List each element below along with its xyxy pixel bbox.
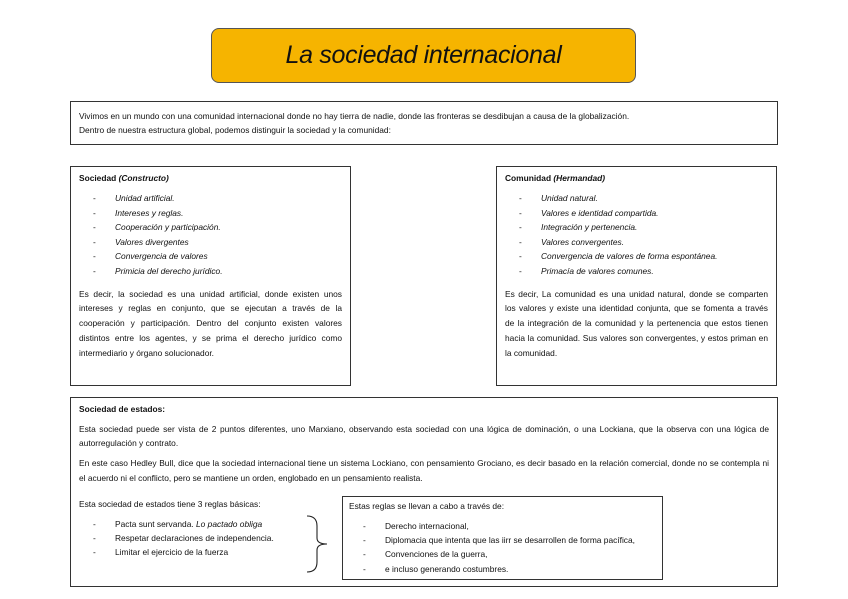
list-item: - Integración y pertenencia.	[519, 222, 638, 233]
sociedad-list	[93, 191, 342, 279]
list-item: - Valores divergentes	[93, 236, 189, 247]
list-item: - Valores convergentes.	[519, 236, 625, 247]
list-item: - Unidad artificial.	[93, 193, 175, 203]
list-item: - Convergencia de valores de forma espontánea.	[519, 251, 718, 262]
medios-intro: Estas reglas se llevan a cabo a través de:	[349, 501, 505, 511]
list-item: - Convergencia de valores	[93, 251, 208, 262]
comunidad-heading	[505, 173, 768, 183]
list-item: - Primicia del derecho jurídico.	[93, 265, 223, 276]
comunidad-list	[519, 191, 768, 279]
comunidad-box	[496, 166, 777, 386]
sociedad-heading-title: Sociedad	[79, 173, 117, 183]
estados-heading: Sociedad de estados:	[79, 404, 166, 414]
sociedad-box	[70, 166, 351, 386]
list-item: - Diplomacia que intenta que las iirr se desarrollen de forma pacífica,	[363, 535, 635, 546]
sociedad-paragraph: Es decir, la sociedad es una unidad artificial, donde existen unos intereses y reglas en conjunto, que se ejecutan a través de la cooperación y participación. Dentro del conjunto existen valores distintos entre los agentes, y se prima el derecho jurídico como intermediario y órgano solucionador.	[79, 288, 342, 358]
list-item: - Unidad natural.	[519, 193, 598, 203]
list-item: - Pacta sunt servanda. Lo pactado obliga	[93, 519, 263, 529]
title-banner	[211, 28, 636, 83]
list-item: - Cooperación y participación.	[93, 222, 221, 233]
list-item: - Limitar el ejercicio de la fuerza	[93, 547, 229, 557]
reglas-intro: Esta sociedad de estados tiene 3 reglas básicas:	[79, 499, 261, 509]
comunidad-paragraph: Es decir, La comunidad es una unidad natural, donde se comparten los valores y existe una identidad conjunta, que se fomenta a través de la integración de la comunidad y la pertenencia que estos tienen hacia la comunidad. Sus valores son convergentes, y estos priman en la comunidad.	[505, 288, 768, 358]
comunidad-heading-sub: (Hermandad)	[553, 173, 606, 183]
list-item: - Primacía de valores comunes.	[519, 265, 654, 276]
list-item: - e incluso generando costumbres.	[363, 563, 509, 574]
intro-line-2: Dentro de nuestra estructura global, podemos distinguir la sociedad y la comunidad:	[79, 125, 391, 135]
sociedad-heading	[79, 173, 342, 183]
comunidad-heading-title: Comunidad	[505, 173, 552, 183]
estados-box	[70, 397, 778, 587]
sociedad-heading-sub: (Constructo)	[118, 173, 169, 183]
estados-paragraph-2: En este caso Hedley Bull, dice que la sociedad internacional tiene un sistema Lockiano, con pensamiento Grociano, es decir basado en la relación comercial, donde no se contempla ni el acuerdo ni el conflicto, pero se mantiene un orden, englobado en un pensamiento realista.	[79, 458, 769, 483]
medios-box	[342, 496, 663, 580]
list-item: - Intereses y reglas.	[93, 207, 184, 218]
list-item: - Respetar declaraciones de independencia.	[93, 533, 274, 543]
page-title: La sociedad internacional	[285, 41, 562, 69]
intro-box	[70, 101, 778, 145]
list-item: - Valores e identidad compartida.	[519, 207, 659, 218]
estados-paragraph-1: Esta sociedad puede ser vista de 2 puntos diferentes, uno Marxiano, observando esta sociedad con una lógica de dominación, o una Lockiana, que la observa con una lógica de autorregulación y contrato.	[79, 424, 769, 449]
medios-list	[363, 519, 656, 576]
intro-line-1: Vivimos en un mundo con una comunidad internacional donde no hay tierra de nadie, donde las fronteras se desdibujan a causa de la globalización.	[79, 111, 630, 121]
list-item: - Convenciones de la guerra,	[363, 549, 488, 560]
reglas-block	[79, 499, 339, 559]
curly-brace-icon	[303, 514, 331, 574]
list-item: - Derecho internacional,	[363, 521, 469, 531]
